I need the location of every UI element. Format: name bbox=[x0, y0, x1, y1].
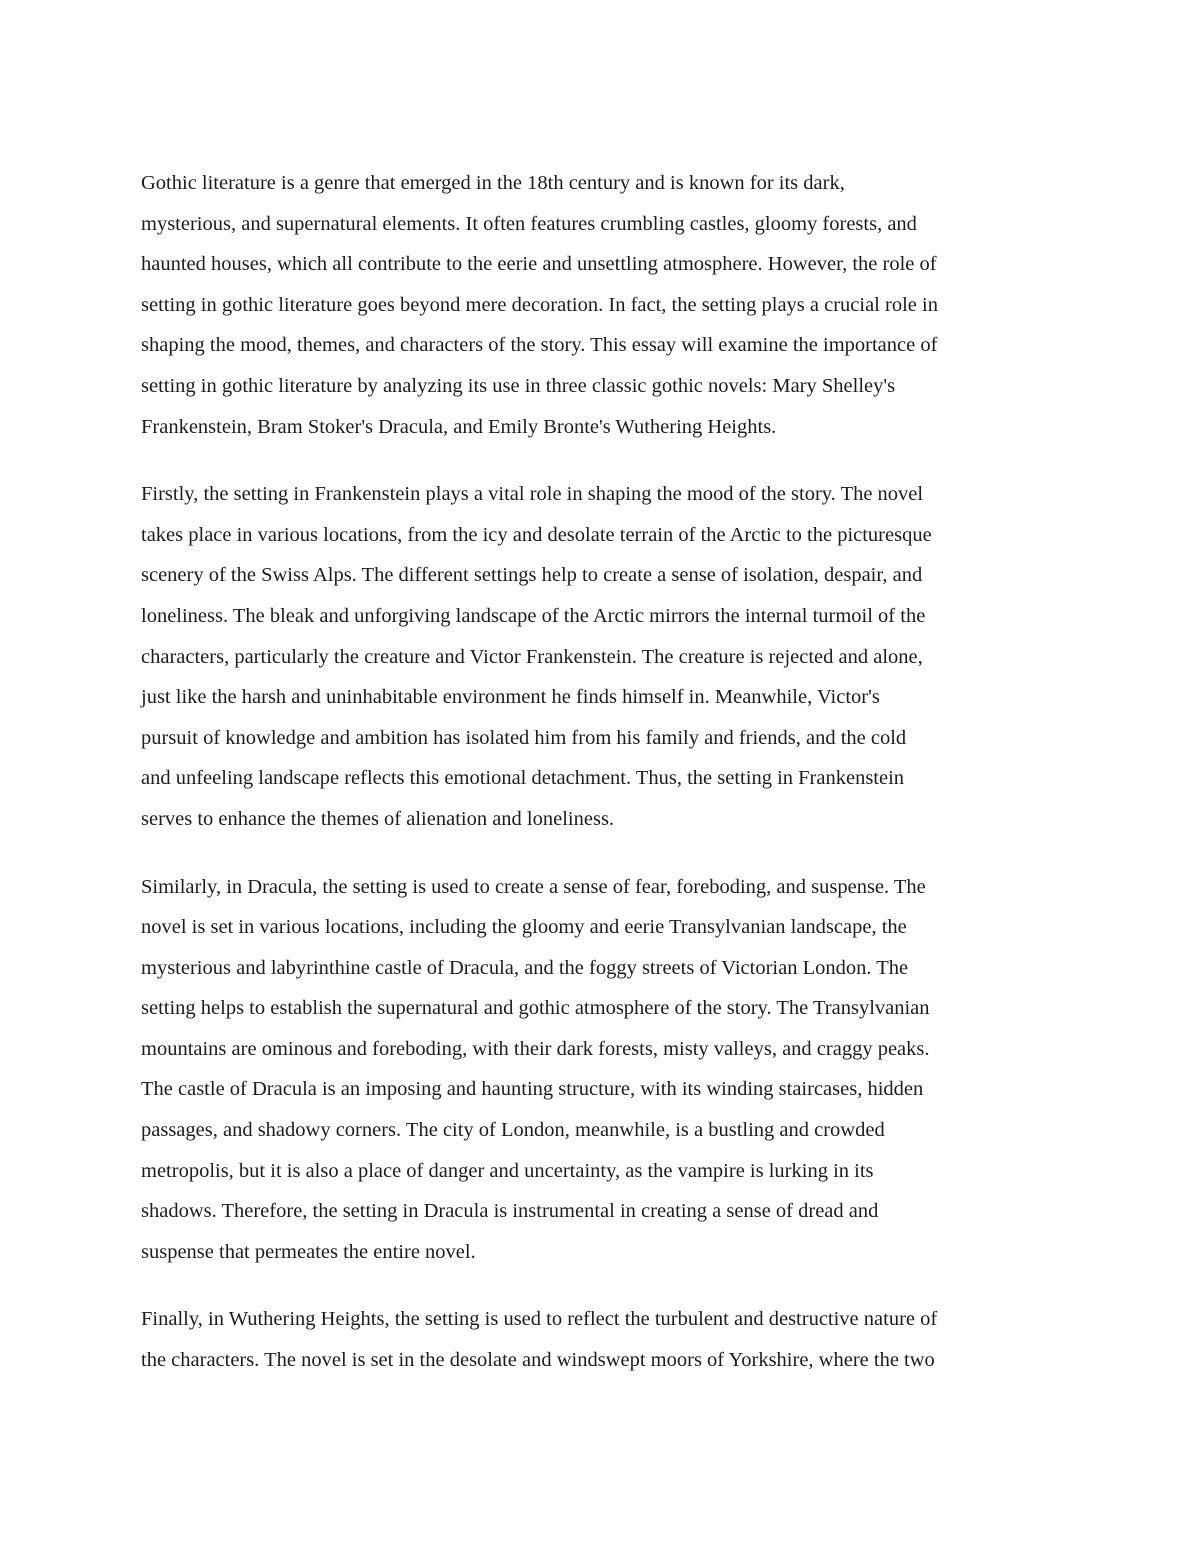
paragraph bbox=[141, 474, 1066, 839]
text-line: Firstly, the setting in Frankenstein plays a vital role in shaping the mood of the story. The novel bbox=[141, 483, 924, 506]
text-line: scenery of the Swiss Alps. The different settings help to create a sense of isolation, despair, and bbox=[141, 564, 923, 587]
text-line: just like the harsh and uninhabitable environment he finds himself in. Meanwhile, Victor's bbox=[141, 686, 880, 709]
text-line: Frankenstein, Bram Stoker's Dracula, and Emily Bronte's Wuthering Heights. bbox=[141, 415, 777, 438]
essay-body bbox=[141, 163, 1066, 1408]
text-line: mysterious and labyrinthine castle of Dracula, and the foggy streets of Victorian London. The bbox=[141, 956, 909, 979]
text-line: metropolis, but it is also a place of danger and uncertainty, as the vampire is lurking in its bbox=[141, 1159, 874, 1182]
paragraph bbox=[141, 163, 1066, 447]
text-line: shadows. Therefore, the setting in Dracula is instrumental in creating a sense of dread and bbox=[141, 1200, 879, 1223]
text-line: and unfeeling landscape reflects this emotional detachment. Thus, the setting in Frankenstein bbox=[141, 767, 905, 790]
paragraph bbox=[141, 1299, 1066, 1380]
text-line: Similarly, in Dracula, the setting is used to create a sense of fear, foreboding, and suspense. The bbox=[141, 875, 926, 898]
text-line: mountains are ominous and foreboding, with their dark forests, misty valleys, and craggy peaks. bbox=[141, 1037, 930, 1060]
text-line: passages, and shadowy corners. The city of London, meanwhile, is a bustling and crowded bbox=[141, 1119, 885, 1142]
text-line: setting in gothic literature by analyzing its use in three classic gothic novels: Mary Shelley's bbox=[141, 374, 896, 397]
text-line: mysterious, and supernatural elements. It often features crumbling castles, gloomy forests, and bbox=[141, 212, 917, 235]
text-line: Finally, in Wuthering Heights, the setting is used to reflect the turbulent and destructive nature of bbox=[141, 1308, 938, 1331]
text-line: The castle of Dracula is an imposing and haunting structure, with its winding staircases, hidden bbox=[141, 1078, 924, 1101]
text-line: loneliness. The bleak and unforgiving landscape of the Arctic mirrors the internal turmoil of the bbox=[141, 604, 926, 627]
text-line: novel is set in various locations, including the gloomy and eerie Transylvanian landscape, the bbox=[141, 916, 907, 939]
text-line: serves to enhance the themes of alienation and loneliness. bbox=[141, 807, 615, 830]
text-line: haunted houses, which all contribute to the eerie and unsettling atmosphere. However, the role of bbox=[141, 253, 937, 276]
text-line: Gothic literature is a genre that emerged in the 18th century and is known for its dark, bbox=[141, 172, 845, 194]
text-line: the characters. The novel is set in the desolate and windswept moors of Yorkshire, where the two bbox=[141, 1349, 935, 1372]
text-line: pursuit of knowledge and ambition has isolated him from his family and friends, and the cold bbox=[141, 726, 907, 749]
text-line: characters, particularly the creature and Victor Frankenstein. The creature is rejected and alone, bbox=[141, 645, 923, 668]
text-line: takes place in various locations, from the icy and desolate terrain of the Arctic to the picturesque bbox=[141, 523, 932, 546]
text-line: suspense that permeates the entire novel. bbox=[141, 1240, 476, 1263]
text-line: setting in gothic literature goes beyond mere decoration. In fact, the setting plays a crucial role in bbox=[141, 293, 938, 316]
paragraph bbox=[141, 867, 1066, 1273]
text-line: setting helps to establish the supernatural and gothic atmosphere of the story. The Transylvanian bbox=[141, 997, 930, 1020]
text-line: shaping the mood, themes, and characters of the story. This essay will examine the importance of bbox=[141, 334, 938, 357]
